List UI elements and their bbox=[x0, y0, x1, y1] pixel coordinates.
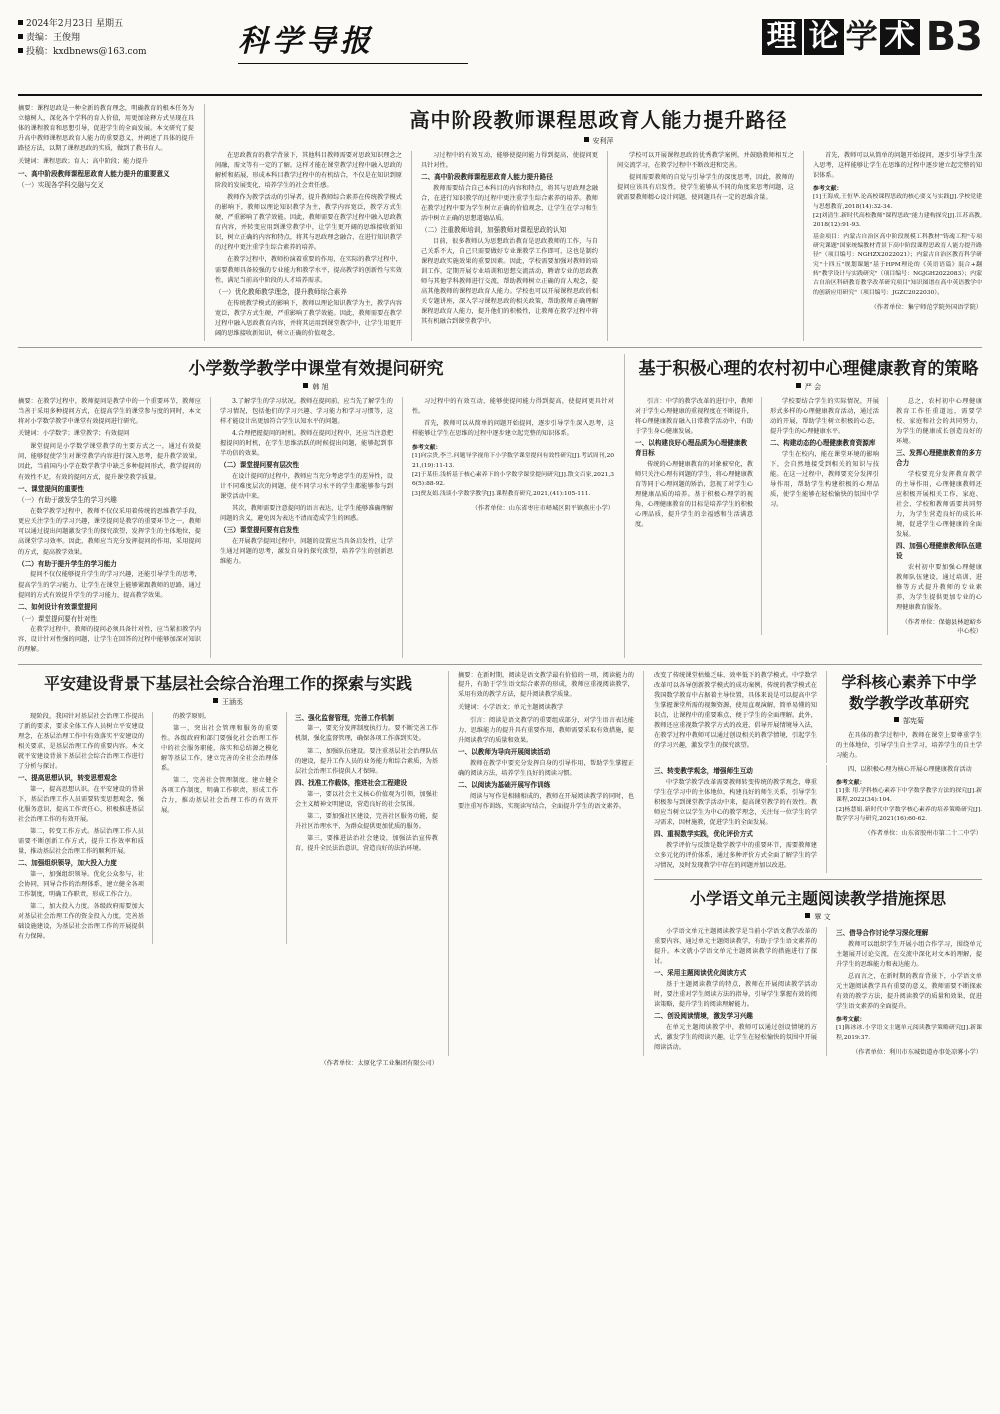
right-lower-stack bbox=[643, 671, 982, 1057]
chinese-affiliation: （作者单位：利川市东城街道办事处凉雾小学） bbox=[852, 1049, 982, 1057]
paragraph: 现阶段，我国针对基层社会治理工作提出了新的要求，要求全体工作人员树立平安建设理念，在基层治理工作中有效落实平安建设的相关要求，是基层治理工作的重要内容。本文就平安建设背景下基层社会综合治理工作进行了分析与探讨。 bbox=[18, 712, 144, 770]
chinese-article-byline bbox=[654, 912, 982, 922]
math-sec1-heading: 一、课堂提问的重要性 bbox=[18, 484, 84, 493]
paragraph: 教师作为教学活动的引导者，提升教师综合素养在传统教学模式的影响下，教师以理论知识教学为主，教学内容宽泛，教学方式生硬，严重影响了教学效能。因此，教师需要在教学过程中融入思政教育内容，并转变应用到课堂教学中，让学生更开阔的思维接收新知识，树立正确的内容和特点，将其与思政理念融合，在进行知识教学的过程中更注重学生综合素养的培养。 bbox=[215, 194, 402, 252]
math-refs-title: 参考文献： bbox=[412, 443, 442, 451]
paragraph: 其次，教师需要注意提问的语言表达，让学生能够准确理解问题的含义，避免因为表达不清而造成学生的困惑。 bbox=[220, 505, 393, 523]
math-article-byline bbox=[18, 382, 614, 392]
math-sec5-heading: （三）课堂提问要有启发性 bbox=[220, 526, 300, 535]
main-abstract-column bbox=[18, 104, 204, 341]
paragraph: 提问需要教师的自觉与引导学生的深度思考，因此，教师的提问应该具有启发性，使学生能够从不同的角度来思考问题，这就需要教师精心设计问题，使问题具有一定的思维含量。 bbox=[617, 174, 794, 202]
paragraph: 课堂提问是小学数学课堂教学的主要方式之一，通过有效提问，能够促使学生对课堂教学内容进行深入思考，提升教学效果。因此，当前国内小学在数学教学中缺乏多种提问形式，教学提问的有效性不足，有效的提问方式，提升课堂教学质量。 bbox=[18, 443, 201, 481]
paragraph: 学校可以开展课程思政的优秀教学案例，并鼓励教师相互之间交流学习，在教学过程中不断改进和完善。 bbox=[617, 152, 794, 170]
paragraph: 学校要结合学生的实际情况，开展形式多样的心理健康教育活动，通过活动的开展，帮助学生树立积极的心态，提升学生的心理健康水平。 bbox=[770, 397, 879, 435]
reference-item: [3]贾友娟.浅谈小学数学教学[J].课程教育研究,2021,(41):105-111. bbox=[412, 490, 591, 497]
paragraph: 3.了解学生的学习状况。教师在提问前，应当先了解学生的学习情况，包括他们的学习兴趣、学习能力和学习习惯等，这样才能设计出更加符合学生认知水平的问题。 bbox=[220, 397, 393, 425]
paragraph: 第三，要推进法治社会建设，加强法治宣传教育，提升全民法治意识，营造良好的法治环境。 bbox=[295, 834, 438, 852]
reform-affiliation: （作者单位：山东省胶州市第二十二中学） bbox=[864, 830, 982, 838]
paragraph: 阅读与写作是相辅相成的，教师在开展阅读教学的同时，也要注重写作训练，实现读写结合，全面提升学生的语文素养。 bbox=[458, 793, 634, 811]
paragraph: 教学评价与反馈是数学教学中的重要环节，需要教师建立多元化的评价体系，通过多种评价方式全面了解学生的学习情况，及时发现教学中存在的问题并加以改进。 bbox=[654, 841, 817, 869]
reform-col-3 bbox=[654, 765, 826, 873]
paragraph: 中学数学教学改革需要教师转变传统的教学观念，尊重学生在学习中的主体地位，构建良好的师生关系，引导学生积极参与到课堂教学活动中来，提高课堂教学的有效性。教师应当树立以学生为中心的教学理念，关注每一位学生的学习需求，因材施教，促进学生的全面发展。 bbox=[654, 778, 817, 826]
math-article bbox=[18, 354, 624, 658]
paragraph: 教师在教学中要充分发挥自身的引导作用，帮助学生掌握正确的阅读方法，培养学生良好的阅读习惯。 bbox=[458, 760, 634, 778]
psych-sec2-heading: 二、构建动态的心理健康教育资源库 bbox=[770, 438, 876, 447]
chinese-refs-title: 参考文献： bbox=[836, 1016, 866, 1024]
paragraph: 第二，加大投入力度。各级政府需要加大对基层社会治理工作的资金投入力度，完善基础设施建设，为基层社会治理工作的开展提供有力保障。 bbox=[18, 903, 144, 941]
chinese-article-title: 小学语文单元主题阅读教学措施探思 bbox=[689, 888, 946, 908]
reform-col-1 bbox=[654, 671, 826, 763]
paragraph: 的教学原则。 bbox=[173, 712, 211, 720]
math-col-3 bbox=[402, 397, 614, 658]
paragraph: 在教学过程中，教师扮演着重要的作用，在实际的教学过程中，需要教师具备较强的专业能力和教学水平，提高教学的创新性与实效性，满足当前高中阶段的人才培养需求。 bbox=[215, 256, 402, 284]
main-col-1 bbox=[215, 151, 411, 341]
paragraph: 第一，要以社会主义核心价值观为引领，加强社会主义精神文明建设，营造良好的社会氛围。 bbox=[295, 790, 438, 808]
psych-sec3-heading: 三、发挥心理健康教育的多方合力 bbox=[896, 448, 982, 467]
main-col-2 bbox=[411, 151, 607, 341]
paragraph: 4.合理把握提问的时机。教师在提问过程中，还应当注意把握提问的时机，在学生思维活跃的时候提出问题，能够起到事半功倍的效果。 bbox=[220, 429, 393, 457]
paragraph: 总之，农村初中心理健康教育工作任重道远，需要学校、家庭和社会的共同努力，为学生的健康成长创造良好的环境。 bbox=[896, 397, 982, 445]
paragraph: 第一，要充分发挥制度执行力。要不断完善工作机制，强化监督管理，确保各项工作落到实处。 bbox=[295, 725, 438, 743]
paragraph: 传统的心理健康教育的对象被窄化，教师只关注心理有问题的学生，将心理健康教育等同于心理问题的矫治，忽视了对学生心理健康品质的培养。基于积极心理学的视角，心理健康教育的目标是培养学生的积极心理品质，提升学生的幸福感和生活满意度。 bbox=[635, 460, 753, 528]
safety-sec1-heading: 一、提高思想认识，转变思想观念 bbox=[18, 773, 117, 782]
math-sec3-sub: （一）课堂提问要有针对性 bbox=[18, 614, 98, 623]
main-sec2-sub2: （二）注重教师培训，加强教师对课程思政的认知 bbox=[421, 226, 567, 235]
paragraph: 在教学过程中，教师的提问必须具备针对性，应当紧扣教学内容，设计针对性强的问题，让学生在回答的过程中能够加深对知识的理解。 bbox=[18, 626, 201, 654]
paragraph: 第一，突出社会管理和服务的重要性。各级政府和部门要强化社会治理工作中的社会服务职能，落实和总结源之模化解等基层工作，建立完善的全社会治理体系。 bbox=[161, 724, 278, 772]
main-article-byline bbox=[215, 136, 982, 146]
psych-article bbox=[624, 354, 982, 658]
reform-article bbox=[654, 671, 982, 1057]
paragraph: 第二，转变工作方式。基层治理工作人员需要不断创新工作方式，提升工作效率和质量，推动基层社会治理工作的顺利开展。 bbox=[18, 827, 144, 855]
reform-sec2-heading: 四、重视数学实践，优化评价方式 bbox=[654, 829, 753, 838]
safety-article-byline bbox=[18, 697, 438, 707]
paragraph: 基于主题阅读教学的特点，教师在开展阅读教学活动时，要注重对学生阅读方法的指导，引导学生掌握有效的阅读策略，提升学生的阅读理解能力。 bbox=[654, 980, 817, 1008]
masthead-info bbox=[18, 14, 208, 60]
reform-refs-title: 参考文献： bbox=[836, 778, 866, 786]
main-affiliation: （作者单位：集宁师范学院外国语学院） bbox=[870, 304, 982, 312]
divider bbox=[18, 347, 982, 348]
pe-small-column bbox=[448, 671, 643, 1057]
safety-col-2 bbox=[152, 712, 286, 945]
safety-article-title: 平安建设背景下基层社会综合治理工作的探索与实践 bbox=[43, 673, 412, 693]
reform-sec1-heading: 三、转变教学观念，增强师生互动 bbox=[654, 766, 753, 775]
reference-item: [1]王海成,王恒华.论高校课程思政的核心要义与实践[J].学校党建与思想教育,2018(14):32-34. bbox=[813, 194, 982, 210]
reform-article-author: 郜宪菊 bbox=[903, 716, 924, 725]
main-col-3 bbox=[607, 151, 803, 341]
paragraph: 教师需要结合自己本科目的内容和特点，将其与思政理念融合，在进行知识教学的过程中更注重学生综合素养的培养。教师在教学过程中要为学生树立正确的价值观念，让学生在学习和生活中树立正确的思想道德品质。 bbox=[421, 184, 598, 223]
paragraph: 农村初中要加强心理健康教师队伍建设，通过培训、进修等方式提升教师的专业素养，为学生提供更加专业的心理健康教育服务。 bbox=[896, 563, 982, 611]
pe-keywords: 关键词：小学语文；单元主题阅读教学 bbox=[458, 704, 564, 712]
chinese-col-2 bbox=[826, 927, 982, 1056]
psych-affiliation: （作者单位：保德县林遮峪乡中心校） bbox=[901, 619, 982, 636]
paragraph: 四、以积极心理为核心开展心理健康教育活动 bbox=[848, 765, 972, 773]
paragraph: 第一，加强组织领导。优化公众参与，社会协同，同导合作的治理体系，建立健全各项工作制度，明确工作职责，形成工作合力。 bbox=[18, 870, 144, 899]
safety-sec3-heading: 三、强化监督管理，完善工作机制 bbox=[295, 713, 394, 722]
paragraph: 改变了传统课堂枯燥乏味、效率低下的教学模式。中学数学改革可以各导创新教学模式的成功案例，传统的教学模式在我国数学教育中占据着主导位置，具体来说是可以提高中学生掌握课堂所需的视频资源，使用直观演解，简单易懂的知识点，让课程中的重要难点，便于学生的全面理解。此外，教师还应重视数学教学方式的改进，倡导开展情境导入法，在教学过程中教师可以通过创设相关的教学情境，引起学生的学习兴趣，激发学生的探究欲望。 bbox=[654, 671, 817, 749]
page-code: B3 bbox=[925, 14, 982, 60]
divider bbox=[654, 879, 982, 880]
reference-item: [1]向宗贵,李兰.问题导学视角下小学数学课堂提问有效性研究[J].考试周刊,2021,(19):11-13. bbox=[412, 453, 614, 469]
paragraph: 教师可以组织学生开展小组合作学习，围绕单元主题展开讨论交流，在交流中深化对文本的理解，提升学生的思维能力和表达能力。 bbox=[836, 940, 982, 968]
paper-logo bbox=[208, 14, 762, 64]
paragraph: 在开展教学提问过程中，问题的设置应当具备启发性，让学生通过问题的思考，激发自身的探究欲望，培养学生的创新思维能力。 bbox=[220, 537, 393, 566]
paragraph: 在数学教学过程中，教师不仅仅采用着传统的思维教学手段，更应关注学生的学习兴趣，课堂提问是教学的重要环节之一，教师可以通过提出问题激发学生的探究欲望，发挥学生的主体地位，提高课堂学习效率。因此，教师应当充分发挥提问的作用，采用提问的方式，提高教学效果。 bbox=[18, 508, 201, 556]
paragraph: 第二，要加强社区建设，完善社区服务功能，提升社区治理水平，为群众提供更加优质的服务。 bbox=[295, 812, 438, 830]
pe-abstract: 摘要：在新时期，阅读是语文教学最有价值的一项，阅读能力的提升，有助于学生语文综合素养的形成，教师应重视阅读教学，采用有效的教学方法，提升阅读教学质量。 bbox=[458, 671, 634, 699]
chinese-article bbox=[654, 886, 982, 1056]
paragraph: 习过程中的有效互动，能够使提问能力得到提高，使提问更具针对性。 bbox=[412, 397, 614, 415]
main-article-author: 安利萍 bbox=[592, 137, 614, 145]
psych-sec1-heading: 一、以构建良好心理品质为心理健康教育目标 bbox=[635, 438, 748, 457]
section-char-4: 术 bbox=[880, 19, 920, 55]
reform-col-4 bbox=[826, 765, 982, 873]
math-col-1 bbox=[18, 397, 210, 658]
paragraph: 首先，教师可以从简单的问题开始提问，逐步引导学生深入思考，这样能够让学生在思维的过程中逐步建立起完整的知识体系。 bbox=[813, 152, 982, 180]
reference-item: [1]张 用.学科核心素养下中学数学教学方法的探究[J].新课程,2022(34):104. bbox=[836, 788, 982, 804]
math-sec1-sub: （一）有助于激发学生的学习兴趣 bbox=[18, 496, 117, 505]
math-sec3-heading: 二、如何设计有效课堂提问 bbox=[18, 602, 98, 611]
main-article-title: 高中阶段教师课程思政育人能力提升路径 bbox=[409, 108, 788, 132]
chinese-sec3-heading: 三、借导合作讨论学习深化理解 bbox=[836, 928, 929, 937]
reform-col-2 bbox=[826, 671, 982, 763]
issue-date: 2024年2月23日 星期五 bbox=[26, 19, 123, 29]
section-banner bbox=[762, 14, 982, 60]
section-char-2: 论 bbox=[804, 19, 844, 55]
chinese-sec1-heading: 一、采用主题阅读优化阅读方式 bbox=[654, 969, 747, 978]
reference-item: [1]陈冰冰.小学语文主题单元阅读教学策略研究[J].新课程,2019:37. bbox=[836, 1025, 982, 1041]
paragraph: 引言：中学的教学改革的进行中，教师对于学生心理健康的重视程度在不断提升，将心理健康教育融入日常教学活动中，有助于学生身心健康发展。 bbox=[635, 397, 753, 435]
psych-article-title: 基于积极心理的农村初中心理健康教育的策略 bbox=[638, 358, 979, 379]
paragraph: 总而言之，在新时期的教育背景下，小学语文单元主题阅读教学具有重要的意义，教师需要不断探索有效的教学方法，提升阅读教学的质量和效果，促进学生语文素养的全面提升。 bbox=[836, 972, 982, 1010]
reference-item: [2]于某佳.浅析基于核心素养下的小学数学课堂提问研究[J].散文百家,2021,36(5):88-92. bbox=[412, 471, 614, 488]
main-refs-title: 参考文献： bbox=[813, 185, 843, 193]
paragraph: 学生在校内，能在课堂环境的影响下，会自然地接受到相关的知识与技能。在这一过程中，教师要充分发挥引导作用，帮助学生构建积极的心理品质，使学生能够在轻松愉快的氛围中学习。 bbox=[770, 450, 879, 508]
safety-affiliation: （作者单位：太原化学工业集团有限公司） bbox=[320, 1060, 438, 1068]
main-sec1-heading: 一、高中阶段教师课程思政育人能力提升的重要意义 bbox=[18, 169, 170, 178]
safety-sec2-heading: 二、加强组织领导，加大投入力度 bbox=[18, 859, 117, 868]
chinese-col-1 bbox=[654, 927, 826, 1056]
masthead bbox=[18, 14, 982, 96]
psych-article-byline bbox=[635, 382, 982, 392]
main-fund-note: 基金项目：内蒙古自治区高中阶段规模工科教材"铸魂工程"专项研究课题"国家统编教材背景下高中阶段课程思政育人能力提升路径"（项目编号：NGHZX2022021）；内蒙古自治区教育科学研究"十四五"规划课题"基于HPM理论的《英语语篇》混合+翻转"教学设计与实践研究"（项目编号：NGJGH2022083）；内蒙古自治区科研教育教学改革研究项目"知识图谱在高中英语教学中的创新应用研究"（项目编号：JGZC2022030）。 bbox=[813, 233, 982, 296]
reference-item: [2]杨慧娟.新时代中学数学核心素养的培养策略研究[J].数学学习与研究,2021(16):60-62. bbox=[836, 806, 982, 823]
math-article-title: 小学数学教学中课堂有效提问研究 bbox=[188, 358, 444, 379]
main-sec1-sub: （一）实现各学科交融与交叉 bbox=[18, 181, 104, 190]
paragraph: 在传统教学模式的影响下，教师以理论知识教学为主，教学内容宽泛，教学方式生硬，严重影响了教学效能。因此，教师需要在教学过程中融入思政教育内容，并将其运用到课堂教学中，让学生用更开阔的思维接收新知识，树立正确的价值观念。 bbox=[215, 299, 402, 337]
math-affiliation: （作者单位：山东省枣庄市峄城区阴平镇燕庄小学） bbox=[471, 504, 614, 512]
paragraph: 在具体的教学过程中，教师在课堂上要尊重学生的主体地位，引导学生自主学习，培养学生的自主学习能力。 bbox=[836, 731, 982, 759]
main-abstract: 摘要：课程思政是一种全新的教育理念，明确教育的根本任务为立德树人，深化各个学科的育人价值，用更加诠释方式呈现在具体的课程教育和思想引导，促进学生的全面发展。本文研究了提升高中教师课程思政育人能力的重要意义，并阐述了具体的提升路径方法，以期了课程思政的实质，做到了教书育人。 bbox=[18, 105, 194, 152]
main-keywords: 关键词：课程思政；育人；高中阶段；能力提升 bbox=[18, 157, 148, 165]
paragraph: 小学语文单元主题阅读教学是当前小学语文教学改革的重要内容，通过单元主题阅读教学，有助于学生语文素养的提升。本文就小学语文单元主题阅读教学的措施进行了探讨。 bbox=[654, 927, 817, 965]
paragraph: 在单元主题阅读教学中，教师可以通过创设情境的方式，激发学生的阅读兴趣，让学生在轻松愉快的氛围中开展阅读活动。 bbox=[654, 1023, 817, 1052]
safety-article-author: 王涵丞 bbox=[222, 697, 243, 706]
paragraph: 提问不仅仅能够提升学生的学习兴趣，还能引导学生的思考，提高学生的学习能力，让学生在课堂上能够紧跟教师的思路，通过提问的方式有效提升学生的学习能力，提高教学效果。 bbox=[18, 571, 201, 599]
editor-line: 责编：王俊翔 bbox=[26, 32, 81, 43]
paragraph: 第二，完善社会管理制度。建立健全各项工作制度，明确工作职责，形成工作合力，推动基层社会治理工作的有效开展。 bbox=[161, 776, 278, 814]
psych-article-author: 严 会 bbox=[804, 382, 822, 391]
paragraph: 习过程中的有效互动，能够使提问能力得到提高，使提问更具针对性。 bbox=[421, 152, 598, 170]
main-col-4 bbox=[803, 151, 982, 341]
math-col-2 bbox=[210, 397, 402, 658]
section-char-1: 理 bbox=[762, 19, 802, 55]
math-sec4-heading: （二）课堂提问要有层次性 bbox=[220, 460, 300, 469]
submission-email: 投稿：kxdbnews@163.com bbox=[26, 46, 147, 57]
paragraph: 在思政教育的教学背景下，其他科目教师需要对思政知识理念之间融，需文等有一定的了解。这样才能在课堂教学过程中融入思政的解析和拓展，形成本科目教学过程中的有机结合，不仅是在知识到原阶段的发展变化，培养学生的社会责任感。 bbox=[215, 152, 402, 190]
main-sec2-heading: 二、高中阶段教师课程思政育人能力提升路径 bbox=[421, 173, 553, 182]
paragraph: 在设计提问的过程中，教师应当充分考虑学生的差异性，设计不同难度层次的问题，使不同学习水平的学生都能够参与到课堂活动中来。 bbox=[220, 472, 393, 500]
math-abstract: 摘要：在教学过程中，教师提问是教学中的一个重要环节，教师应当善于采用多种提问方式，在提高学生的课堂参与度的同时，本文将对小学数学教学中课堂有效提问进行研究。 bbox=[18, 397, 201, 425]
paragraph: 第二，加强队伍建设。要注重基层社会治理队伍的建设，提升工作人员的业务能力和综合素质，为基层社会治理工作提供人才保障。 bbox=[295, 747, 438, 775]
safety-sec4-heading: 四、找准工作载体，推进社会工程建设 bbox=[295, 778, 408, 787]
math-article-author: 韩 旭 bbox=[312, 382, 329, 391]
paragraph: 学校要充分发挥教育教学的主导作用，心理健康教师还应积极开展相关工作，家庭、社会、学校和教师需要共同努力，为学生营造良好的成长环境，促进学生心理健康的全面发展。 bbox=[896, 470, 982, 538]
reference-item: [2]刘清生.新时代高校教师"课程思政"能力建构探究[J].江苏高教,2018(12):91-93. bbox=[813, 213, 982, 229]
chinese-article-author: 覃 文 bbox=[814, 912, 831, 921]
paragraph: 引言：阅读是语文教学的重要组成部分，对学生语言表达能力、思维能力的提升具有重要作用，教师需要采取有效措施，提升阅读教学的质量和效果。 bbox=[458, 717, 634, 745]
logo-rule bbox=[238, 63, 468, 64]
divider bbox=[18, 664, 982, 665]
math-sec2-heading: （二）有助于提升学生的学习能力 bbox=[18, 559, 117, 568]
paper-name: 科学导报 bbox=[238, 24, 374, 59]
paragraph: 目前，很多教师认为思想政治教育是思政教师的工作，与自己关系不大，自己只需要做好专业课教学工作即可，这也是制约课程思政实施效果的重要因素。因此，学校需要加强对教师的培训工作，定期开展专业培训和思想交流活动，聘请专业的思政教师与其他学科教师进行交流，帮助教师树立正确的育人观念，提高其他教师的课程思政育人能力。学校也可以开展课程思政的相关专题讲座，深入学习课程思政的相关政策，帮助教师正确理解课程思政育人能力，提升他们的积极性，让教师在教学过程中将其有机融合到课堂教学中。 bbox=[421, 238, 598, 326]
reform-article-title: 学科核心素养下中学数学教学改革研究 bbox=[841, 672, 977, 712]
paragraph: 第一，提高思想认识。在平安建设的背景下，基层治理工作人员需要转变思想观念，强化服务意识，提高工作责任心，积极推进基层社会治理工作的有效开展。 bbox=[18, 785, 144, 823]
pe-sec2-heading: 二、以阅读为基础开展写作训练 bbox=[458, 781, 551, 790]
psych-sec4-heading: 四、加强心理健康教师队伍建设 bbox=[896, 542, 982, 560]
psych-col-2 bbox=[761, 397, 887, 635]
chinese-sec2-heading: 二、创设阅读情境，激发学习兴趣 bbox=[654, 1012, 753, 1021]
safety-article bbox=[18, 671, 448, 1057]
main-sec2-sub: （一）优化教师教学理念，提升教师综合素养 bbox=[215, 287, 347, 296]
safety-col-1 bbox=[18, 712, 152, 945]
safety-col-3 bbox=[286, 712, 438, 945]
paragraph: 首先，教师可以从简单的问题开始提问，逐步引导学生深入思考，这样能够让学生在思维的过程中逐步建立起完整的知识体系。 bbox=[412, 419, 614, 437]
math-keywords: 关键词：小学数学；课堂教学；有效提问 bbox=[18, 430, 130, 438]
psych-col-1 bbox=[635, 397, 761, 635]
section-char-3: 学 bbox=[845, 17, 878, 56]
pe-sec1-heading: 一、以教师为导向开展阅读活动 bbox=[458, 748, 551, 757]
reform-article-byline bbox=[836, 716, 982, 726]
psych-col-3 bbox=[887, 397, 982, 635]
